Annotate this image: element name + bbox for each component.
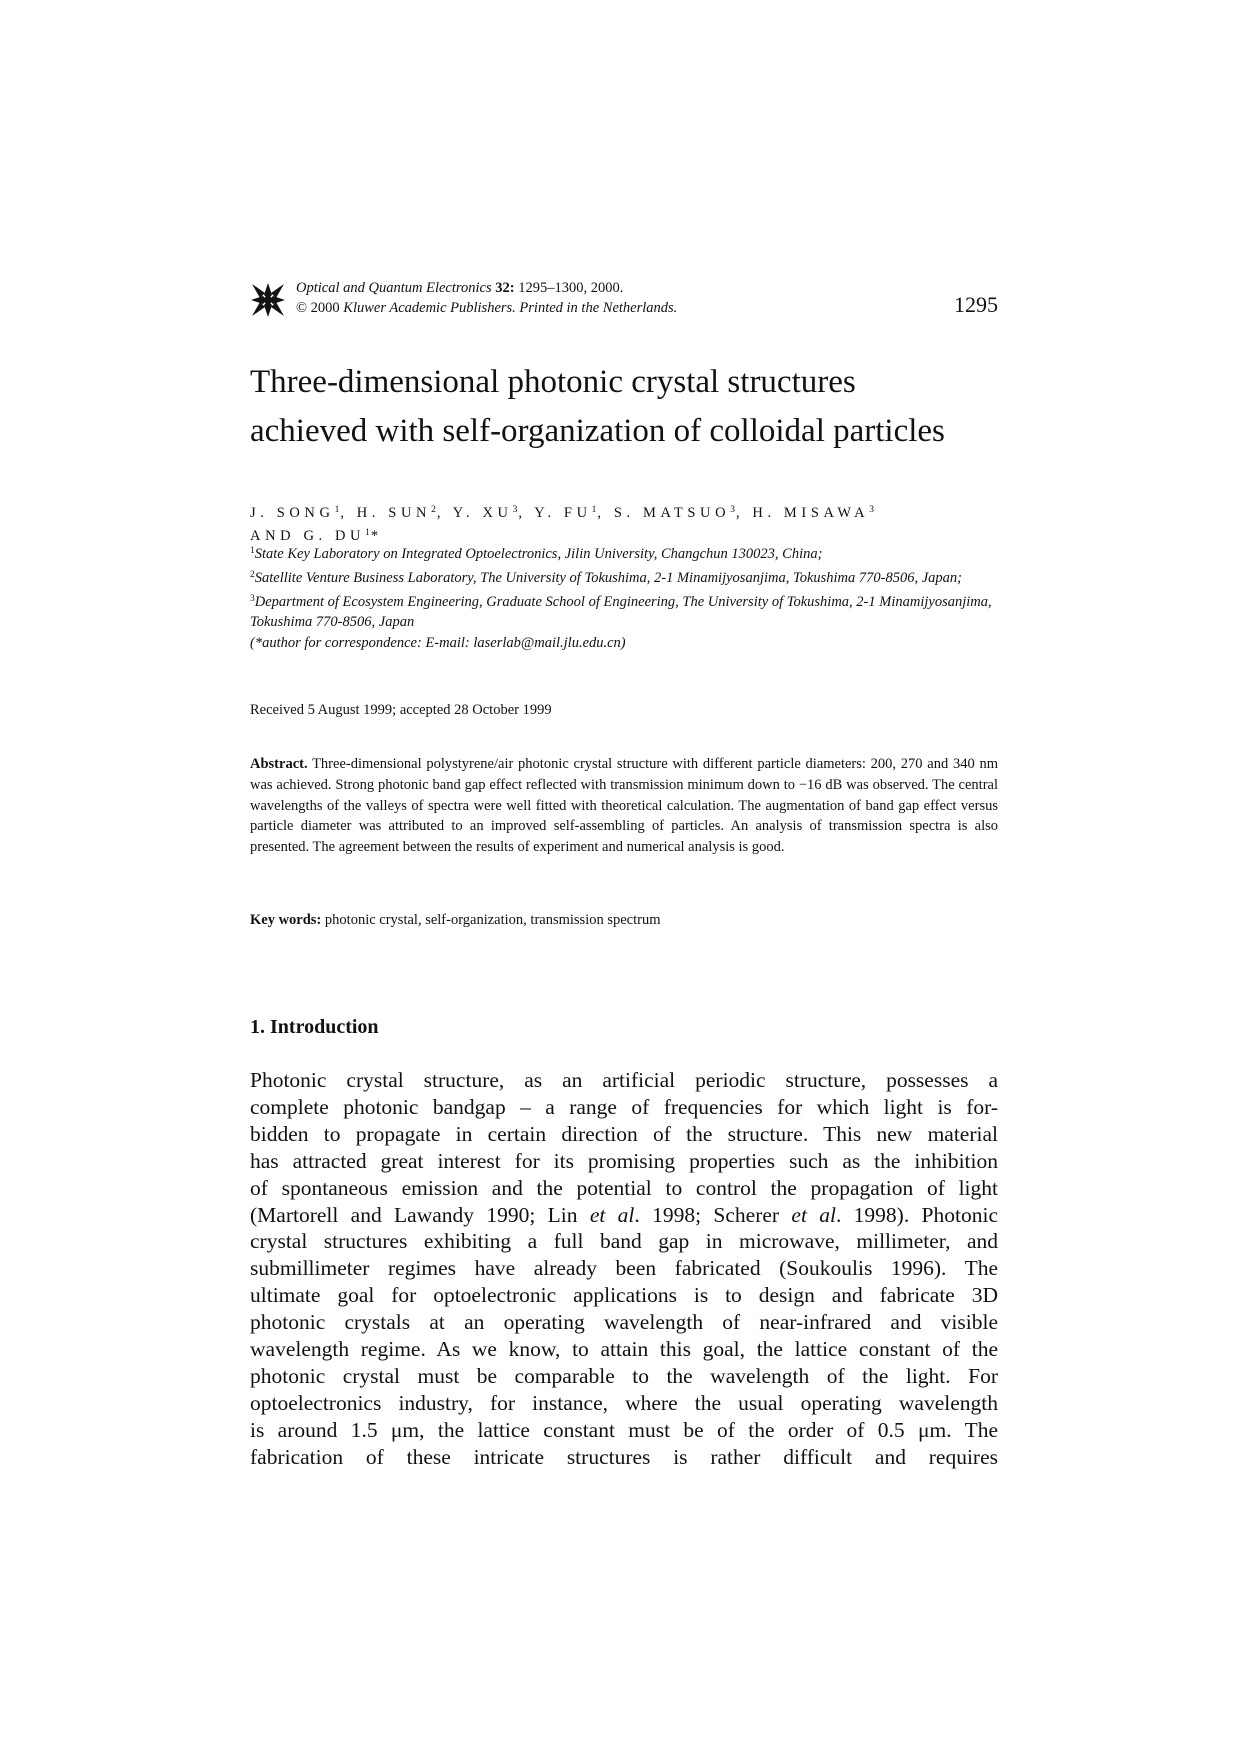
- publisher-logo-icon: [250, 282, 286, 318]
- received-dates: Received 5 August 1999; accepted 28 October 1999: [250, 702, 552, 718]
- paper-title: [250, 358, 998, 456]
- abstract: [250, 754, 998, 858]
- body-line: submillimeter regimes have already been fabricated (Soukoulis 1996). The: [250, 1256, 998, 1281]
- body-line: crystal structures exhibiting a full band gap in microwave, millimeter, and: [250, 1229, 998, 1254]
- author: Y. $FU^1$,: [534, 505, 614, 521]
- journal-header: [250, 278, 998, 322]
- affiliation-2: $^2$Satellite Venture Business Laboratory, The University of Tokushima, 2-1 Minamijyosanjima, Tokushima 770-8506, Japan;: [250, 569, 963, 586]
- author: S. MATSUO$^3$,: [613, 505, 753, 521]
- publisher: Kluwer Academic Publishers. Printed in the Netherlands.: [343, 300, 678, 316]
- body-line: photonic crystals at an operating wavelength of near-infrared and visible: [250, 1310, 998, 1335]
- body-line: optoelectronics industry, for instance, where the usual operating wavelength: [250, 1390, 998, 1415]
- affiliation-1: $^1$State Key Laboratory on Integrated Optoelectronics, Jilin University, Changchun 130023, China;: [250, 546, 823, 562]
- body-line: photonic crystal must be comparable to the wavelength of the light. For: [250, 1363, 998, 1388]
- body-line: bidden to propagate in certain direction of the structure. This new material: [250, 1121, 998, 1146]
- body-line: fabrication of these intricate structures is rather difficult and requires: [250, 1444, 998, 1469]
- body-line: Photonic crystal structure, as an artificial periodic structure, possesses a: [250, 1068, 998, 1092]
- affiliations: [250, 541, 998, 654]
- abstract-text: Three-dimensional polystyrene/air photonic crystal structure with different particle diameters: 200, 270 and 340 nm was achieved. Strong photonic band gap effect reflected with transmission minimum down to −16 dB was observed. The central wavelengths of the valleys of spectra were well fitted with theoretical calculation. The augmentation of band gap effect versus particle diameter was attributed to an improved self-assembling of particles. An analysis of transmission spectra is also presented. The agreement between the results of experiment and numerical analysis is good.: [250, 756, 998, 856]
- body-paragraph: [250, 1067, 998, 1471]
- author-list: [250, 500, 998, 546]
- keywords-label: Key words:: [250, 912, 322, 928]
- title-line-1: Three-dimensional photonic crystal structures: [250, 364, 856, 400]
- journal-pages: 1295–1300, 2000.: [518, 280, 624, 296]
- journal-volume: 32:: [495, 280, 515, 296]
- body-line: is around 1.5 μm, the lattice constant must be of the order of 0.5 μm. The: [250, 1417, 998, 1442]
- correspondence: (*author for correspondence: E-mail: laserlab@mail.jlu.edu.cn): [250, 635, 626, 652]
- author: H. SUN$^2$,: [356, 505, 453, 521]
- body-line: ultimate goal for optoelectronic applications is to design and fabricate 3D: [250, 1283, 998, 1308]
- abstract-label: Abstract.: [250, 756, 308, 772]
- author: J. SONG$^1$,: [250, 505, 357, 521]
- body-line: has attracted great interest for its promising properties such as the inhibition: [250, 1148, 998, 1173]
- copyright: © 2000: [296, 300, 340, 316]
- journal-citation: [296, 278, 677, 318]
- body-line: (Martorell and Lawandy 1990; Lin et al. 1998; Scherer et al. 1998). Photonic: [250, 1202, 998, 1227]
- journal-name: Optical and Quantum Electronics: [296, 280, 492, 296]
- author: Y. $XU^3$,: [452, 505, 535, 521]
- journal-line-1: [296, 278, 677, 298]
- journal-line-2: [296, 298, 677, 318]
- author: AND G. $DU^1*$: [250, 528, 383, 544]
- keywords: [250, 910, 998, 930]
- body-line: wavelength regime. As we know, to attain this goal, the lattice constant of the: [250, 1337, 998, 1362]
- body-line: complete photonic bandgap – a range of frequencies for which light is for-: [250, 1094, 998, 1119]
- affiliation-3: $^3$Department of Ecosystem Engineering, Graduate School of Engineering, The University of Tokushima, 2-1 Minamijyosanjima, Tokushima 770-8506, Japan: [250, 593, 992, 631]
- page-number: 1295: [954, 292, 998, 317]
- title-line-2: achieved with self-organization of colloidal particles: [250, 413, 945, 449]
- author: H. MISAWA$^3$: [752, 505, 875, 521]
- body-line: of spontaneous emission and the potential to control the propagation of light: [250, 1175, 998, 1200]
- section-heading: 1. Introduction: [250, 1016, 379, 1038]
- keywords-text: photonic crystal, self-organization, transmission spectrum: [324, 912, 661, 928]
